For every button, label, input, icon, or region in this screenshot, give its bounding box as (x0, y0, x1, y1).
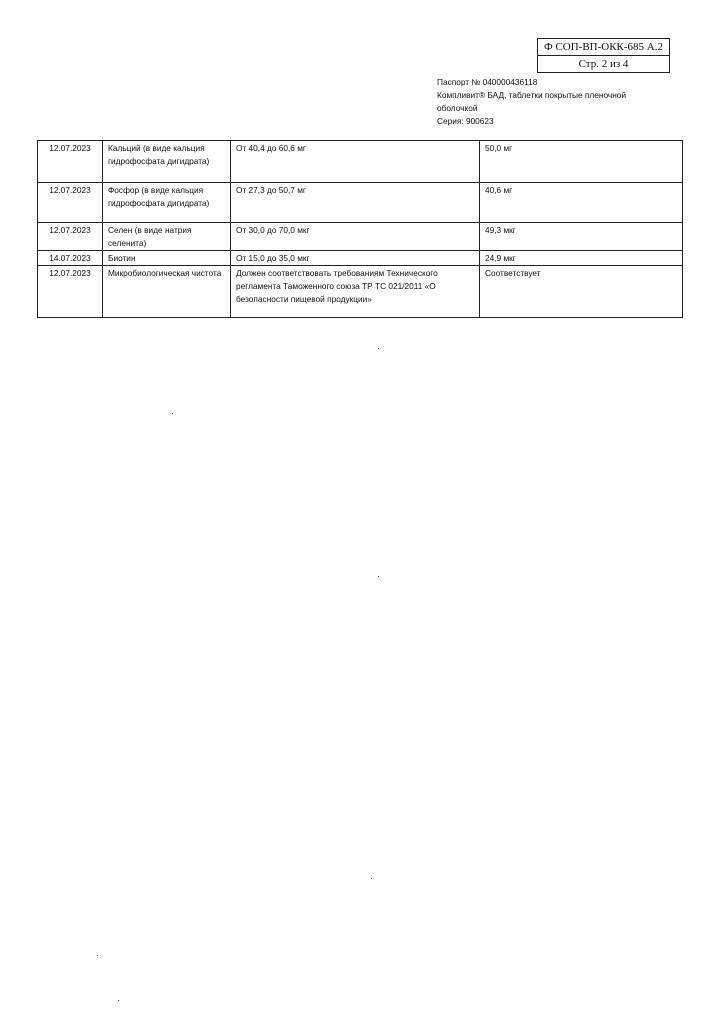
scan-speck (371, 878, 372, 879)
series-number: Серия: 900623 (437, 116, 494, 126)
scan-speck (378, 576, 379, 577)
table-row (38, 183, 683, 223)
form-code-box (537, 38, 670, 73)
row-result: 40,6 мг (480, 183, 683, 223)
product-name-line2: оболочкой (437, 103, 478, 113)
row-indicator: Биотин (103, 251, 231, 266)
passport-number: Паспорт № 040000436118 (437, 77, 538, 87)
row-date: 12.07.2023 (38, 141, 103, 183)
row-date: 12.07.2023 (38, 266, 103, 318)
row-norm: От 15,0 до 35,0 мкг (231, 251, 480, 266)
scan-speck (172, 413, 173, 414)
row-result: Соответствует (480, 266, 683, 318)
row-indicator: Селен (в виде натрия селенита) (103, 223, 231, 251)
row-date: 14.07.2023 (38, 251, 103, 266)
scan-speck (378, 348, 379, 349)
row-result: 49,3 мкг (480, 223, 683, 251)
passport-block (437, 76, 657, 128)
row-norm: Должен соответствовать требованиям Технического регламента Таможенного союза ТР ТС 021/2011 «О безопасности пищевой продукции» (231, 266, 480, 318)
row-date: 12.07.2023 (38, 183, 103, 223)
row-result: 50,0 мг (480, 141, 683, 183)
product-name-line1: Компливит® БАД, таблетки покрытые пленочной (437, 90, 627, 100)
row-norm: От 30,0 до 70,0 мкг (231, 223, 480, 251)
scan-speck (97, 955, 98, 956)
row-norm: От 27,3 до 50,7 мг (231, 183, 480, 223)
table-row (38, 266, 683, 318)
row-date: 12.07.2023 (38, 223, 103, 251)
table-row (38, 223, 683, 251)
table-row (38, 141, 683, 183)
table-row (38, 251, 683, 266)
results-table (37, 140, 683, 318)
row-indicator: Фосфор (в виде кальция гидрофосфата дигидрата) (103, 183, 231, 223)
row-indicator: Кальций (в виде кальция гидрофосфата дигидрата) (103, 141, 231, 183)
page-number: Стр. 2 из 4 (578, 58, 629, 70)
row-norm: От 40,4 до 60,6 мг (231, 141, 480, 183)
form-code: Ф СОП-ВП-ОКК-685 А.2 (538, 39, 669, 56)
row-indicator: Микробиологическая чистота (103, 266, 231, 318)
scan-speck (118, 1000, 119, 1001)
row-result: 24,9 мкг (480, 251, 683, 266)
